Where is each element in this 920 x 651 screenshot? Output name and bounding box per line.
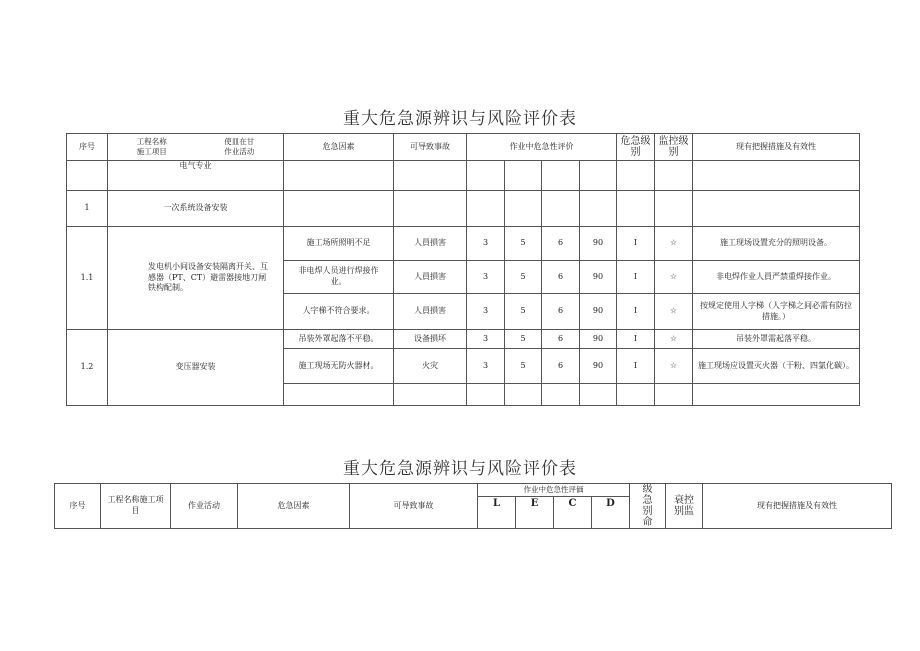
t2-header-hazard: 危急因素 — [238, 484, 350, 529]
header-monitor-level: 监控级别 — [655, 134, 693, 161]
c-cell: 6 — [542, 330, 580, 349]
group1-seq: 1.1 — [67, 227, 108, 330]
monitor-star-icon: ☆ — [655, 261, 693, 294]
t2-header-accident: 可导致事故 — [350, 484, 478, 529]
t2-header-measures: 现有把握措施及有效性 — [703, 484, 892, 529]
c-cell: 6 — [542, 349, 580, 384]
header-evaluation: 作业中危急性评价 — [467, 134, 617, 161]
header-measures: 现有把握措施及有效性 — [693, 134, 860, 161]
group2-seq: 1.2 — [67, 330, 108, 406]
level-cell: Ⅰ — [617, 261, 655, 294]
accident-cell: 人員損害 — [394, 261, 467, 294]
section-label: 电气专业 — [108, 161, 284, 191]
t2-header-danger-level: 级急别命 — [630, 484, 666, 529]
t2-header-seq: 序号 — [55, 484, 101, 529]
e-cell: 5 — [505, 349, 542, 384]
t2-header-c: C — [554, 496, 592, 528]
l-cell: 3 — [467, 261, 505, 294]
c-cell: 6 — [542, 227, 580, 261]
table1-title: 重大危急源辨识与风险评价表 — [343, 109, 577, 129]
e-cell: 5 — [505, 227, 542, 261]
l-cell: 3 — [467, 294, 505, 330]
accident-cell: 设备損坏 — [394, 330, 467, 349]
risk-table-2 — [54, 483, 892, 529]
header-project-name: 工程名称 — [136, 136, 167, 146]
t2-header-activity: 作业活动 — [171, 484, 238, 529]
level-cell: Ⅰ — [617, 227, 655, 261]
e-cell: 5 — [505, 294, 542, 330]
hazard-cell: 施工场所照明不足 — [284, 227, 394, 261]
level-cell: Ⅰ — [617, 294, 655, 330]
row1-seq: 1 — [67, 191, 108, 227]
monitor-star-icon: ☆ — [655, 227, 693, 261]
c-cell: 6 — [542, 294, 580, 330]
t2-header-evaluation: 作业中危急性评価 — [478, 484, 630, 497]
measure-cell: 按规定使用人字梯（人字梯之间必需有防拉措施。） — [693, 294, 860, 330]
e-cell: 5 — [505, 330, 542, 349]
header-project-item: 施工项目 — [136, 147, 167, 156]
measure-cell: 施工现场应设置灭火器（干粉、四氯化碳）。 — [693, 349, 860, 384]
group1-project: 发电机小间设备安装隔离开关、互感器（PT、CT）避雷器接地刀闸铁构配制。 — [108, 227, 284, 330]
measure-cell: 施工现场设置充分的照明设备。 — [693, 227, 860, 261]
c-cell: 6 — [542, 261, 580, 294]
header-danger-level: 危急级别 — [617, 134, 655, 161]
t2-header-d: D — [592, 496, 630, 528]
hazard-cell: 施工现场无防火器材。 — [284, 349, 394, 384]
t2-header-project: 工程名称施工项目 — [101, 484, 171, 529]
measure-cell: 非电焊作业人員严禁重焊接作业。 — [693, 261, 860, 294]
monitor-star-icon: ☆ — [655, 330, 693, 349]
t2-header-l: L — [478, 496, 516, 528]
d-cell: 90 — [580, 330, 617, 349]
header-accident: 可导致事故 — [394, 134, 467, 161]
t2-header-e: E — [516, 496, 554, 528]
hazard-cell: 非电焊人员进行焊接作业。 — [284, 261, 394, 294]
monitor-star-icon: ☆ — [655, 349, 693, 384]
l-cell: 3 — [467, 227, 505, 261]
level-cell: Ⅰ — [617, 349, 655, 384]
accident-cell: 人員損害 — [394, 227, 467, 261]
d-cell: 90 — [580, 294, 617, 330]
measure-cell: 吊装外罩需起落平稳。 — [693, 330, 860, 349]
monitor-star-icon: ☆ — [655, 294, 693, 330]
d-cell: 90 — [580, 349, 617, 384]
table2-title: 重大危急源辨识与风险评价表 — [343, 459, 577, 479]
d-cell: 90 — [580, 261, 617, 294]
row1-project: 一次系统设备安装 — [108, 191, 284, 227]
hazard-cell: 人字梯不符合要求。 — [284, 294, 394, 330]
header-activity-b: 作业活动 — [224, 147, 255, 156]
e-cell: 5 — [505, 261, 542, 294]
level-cell: Ⅰ — [617, 330, 655, 349]
header-hazard: 危急因素 — [284, 134, 394, 161]
accident-cell: 人員損害 — [394, 294, 467, 330]
group2-project: 变压器安装 — [108, 330, 284, 406]
header-activity-a: 使皿在甘 — [224, 136, 255, 146]
accident-cell: 火灾 — [394, 349, 467, 384]
t2-header-monitor-level: 衰控别监 — [666, 484, 703, 529]
risk-table-1 — [66, 133, 860, 406]
d-cell: 90 — [580, 227, 617, 261]
l-cell: 3 — [467, 330, 505, 349]
header-seq: 序号 — [67, 134, 108, 161]
l-cell: 3 — [467, 349, 505, 384]
header-project-activity — [108, 134, 284, 161]
hazard-cell: 吊装外罩起落不平稳。 — [284, 330, 394, 349]
